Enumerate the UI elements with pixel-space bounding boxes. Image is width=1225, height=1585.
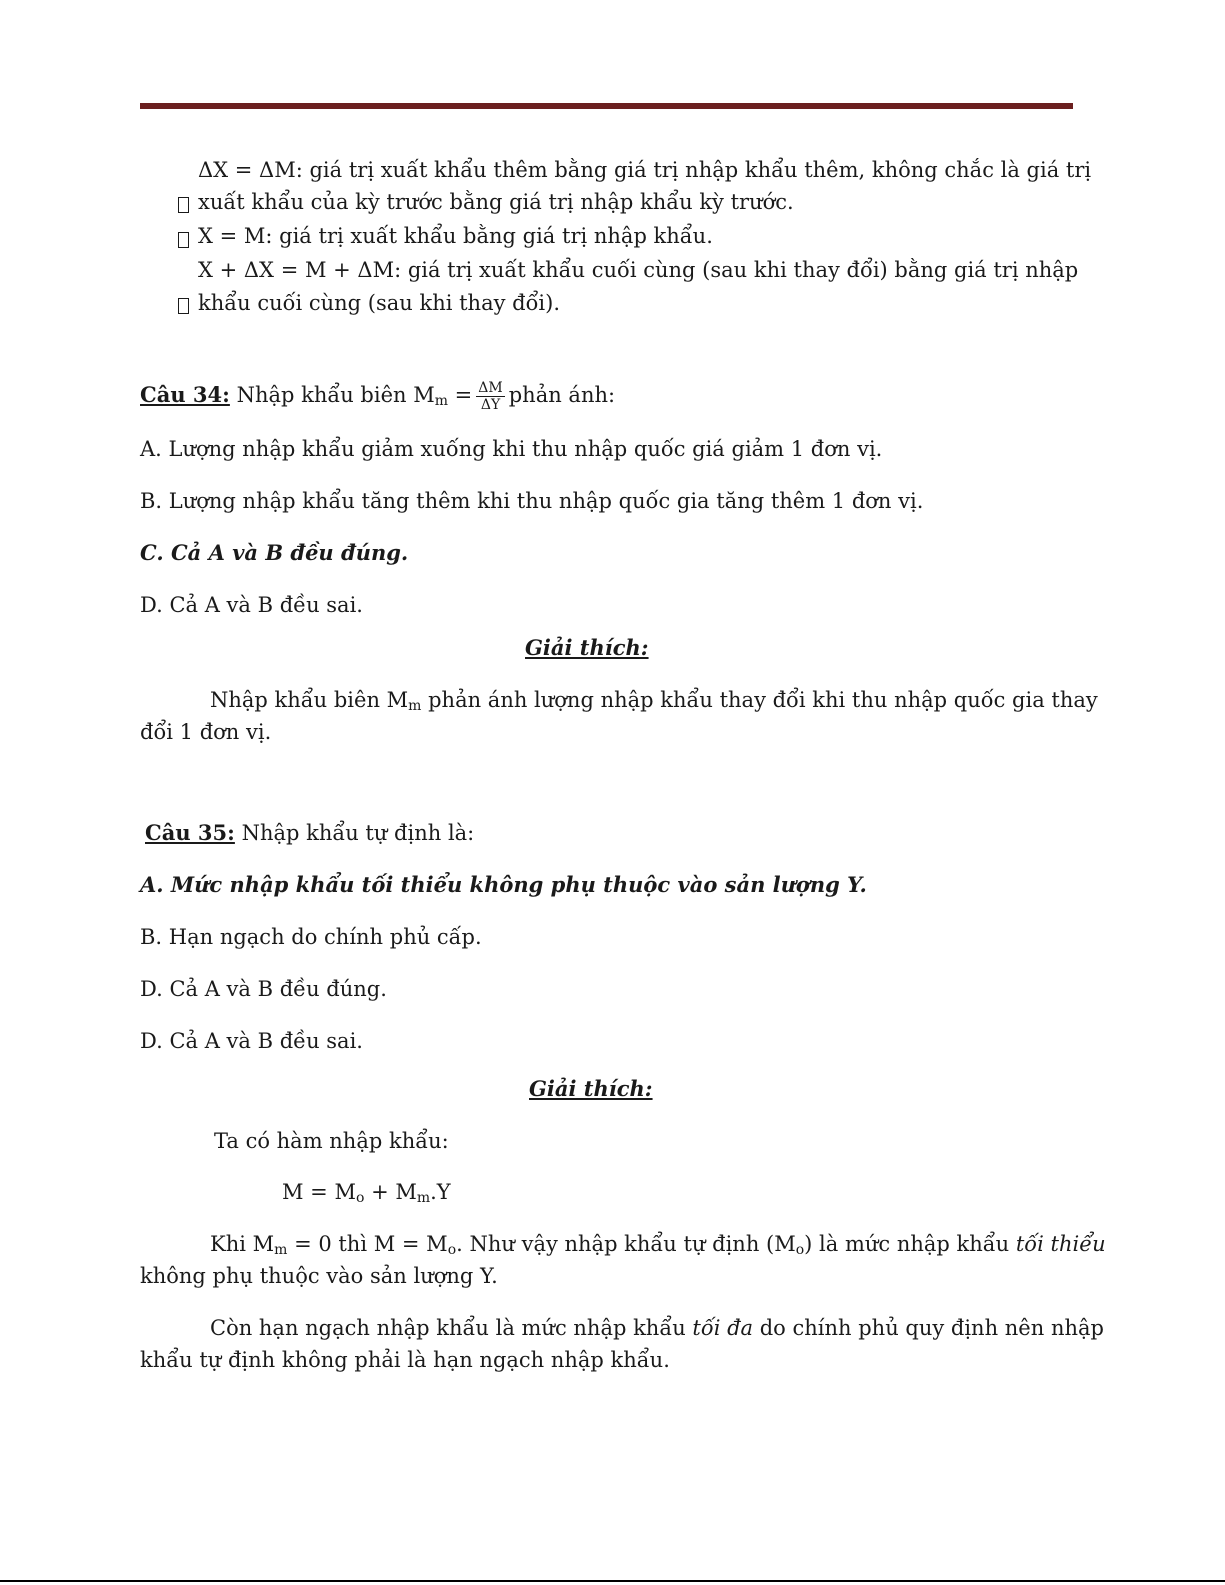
question-35-label: Câu 35: xyxy=(145,820,235,845)
top-line-1: ΔX = ΔM: giá trị xuất khẩu thêm bằng giá trị nhập khẩu thêm, không chắc là giá trị xyxy=(198,158,1092,182)
header-rule xyxy=(140,103,1073,109)
top-line-5: khẩu cuối cùng (sau khi thay đổi). xyxy=(198,291,561,315)
bullet-icon xyxy=(178,232,189,248)
q34-option-d: D. Cả A và B đều sai. xyxy=(140,593,363,617)
top-line-2: xuất khẩu của kỳ trước bằng giá trị nhập khẩu kỳ trước. xyxy=(198,190,794,214)
question-34-label: Câu 34: xyxy=(140,382,230,407)
q35-explain-p2-line-2: khẩu tự định không phải là hạn ngạch nhập khẩu. xyxy=(140,1348,670,1372)
bullet-icon xyxy=(178,197,189,213)
q35-option-a-answer: A. Mức nhập khẩu tối thiểu không phụ thuộc vào sản lượng Y. xyxy=(140,872,867,897)
q35-formula: $M = M_o + M_m.Y$ xyxy=(282,1180,451,1206)
footer-rule xyxy=(0,1580,1225,1582)
fraction: $\frac{\Delta M}{\Delta Y}$ xyxy=(478,380,503,413)
q34-option-a: A. Lượng nhập khẩu giảm xuống khi thu nhập quốc giá giảm 1 đơn vị. xyxy=(140,437,883,461)
bullet-icon xyxy=(178,298,189,314)
top-line-4: X + ΔX = M + ΔM: giá trị xuất khẩu cuối cùng (sau khi thay đổi) bằng giá trị nhập xyxy=(198,258,1079,282)
q34-explain-line-1: Nhập khẩu biên $M_m$ phản ánh lượng nhập khẩu thay đổi khi thu nhập quốc gia thay xyxy=(210,688,1098,714)
q35-explain-p1-line-2: không phụ thuộc vào sản lượng Y. xyxy=(140,1264,498,1288)
q35-option-c: D. Cả A và B đều đúng. xyxy=(140,977,387,1001)
q34-option-c-answer: C. Cả A và B đều đúng. xyxy=(140,540,409,565)
question-34: Câu 34: Nhập khẩu biên $M_m$ = $\frac{\Delta M}{\Delta Y}$ phản ánh: xyxy=(140,380,616,413)
q35-explain-p2-line-1: Còn hạn ngạch nhập khẩu là mức nhập khẩu tối đa do chính phủ quy định nên nhập xyxy=(210,1316,1104,1340)
q34-explain-line-2: đổi 1 đơn vị. xyxy=(140,720,272,744)
top-line-3: X = M: giá trị xuất khẩu bằng giá trị nhập khẩu. xyxy=(198,224,713,248)
q35-option-b: B. Hạn ngạch do chính phủ cấp. xyxy=(140,925,482,949)
question-35: Câu 35: Nhập khẩu tự định là: xyxy=(145,820,475,845)
q34-option-b: B. Lượng nhập khẩu tăng thêm khi thu nhập quốc gia tăng thêm 1 đơn vị. xyxy=(140,489,924,513)
q35-formula-intro: Ta có hàm nhập khẩu: xyxy=(214,1129,449,1153)
q35-explain-p1-line-1: Khi $M_m = 0$ thì $M = M_o$. Như vậy nhập khẩu tự định $(M_o)$ là mức nhập khẩu tối thiểu xyxy=(210,1232,1106,1258)
q35-option-d: D. Cả A và B đều sai. xyxy=(140,1029,363,1053)
q35-explain-heading: Giải thích: xyxy=(529,1076,653,1101)
q34-explain-heading: Giải thích: xyxy=(525,635,649,660)
